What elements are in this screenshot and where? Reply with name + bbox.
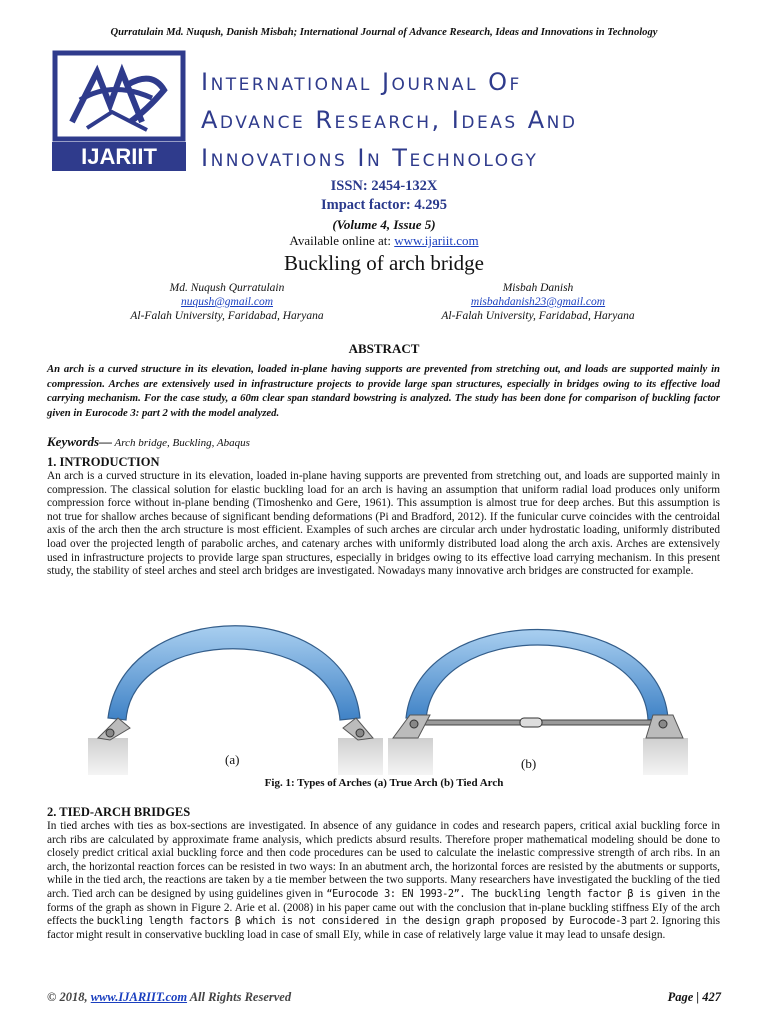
- section-1-text: An arch is a curved structure in its elevation, loaded in-plane having supports are prevented from stretching out, and loads are supported mainly in compression. The classical solution for elastic buckling load for an arch is having an assumption that uniform radial load produces only uniform compression force without in-plane bending (Timoshenko and Gere, 1961). This assumption is almost true for deep arches. But this assumption is not true for shallow arches because of significant bending deformations (Pi and Bradford, 2012). If the funicular curve coincides with the centroidal axis of the arch then the arch structure is most efficient. Examples of such arches are circular arch under hydrostatic loading, uniformly distributed load over the projected length of parabolic arches, and catenary arches with uniformly distributed load along the arch axis. Arches are extensively used in infrastructure projects to provide large span structures, especially in bridges owing to its effective load carrying mechanism. In this present study, the stability of steel arches and steel arch bridges are investigated. Nowadays many innovative arch bridges are constructed for example.: [47, 470, 720, 578]
- page-number: Page | 427: [667, 990, 721, 1004]
- available-prefix: Available online at:: [289, 233, 395, 248]
- svg-text:IJARIIT: IJARIIT: [81, 144, 157, 169]
- copyright-prefix: © 2018,: [47, 990, 91, 1004]
- author-name: Misbah Danish: [502, 282, 574, 294]
- author-affiliation: Al-Falah University, Faridabad, Haryana: [441, 310, 635, 322]
- figure-1: [88, 610, 688, 775]
- section-2-text-b: the forms of the graph as shown in Figure 2. Arie et al. (2008) in his paper came out with the conclusion that in-plane buckling stiffness EIy of the arch effects the: [47, 887, 720, 928]
- issn: ISSN: 2454-132X: [330, 178, 438, 194]
- section-2-mono-2: buckling length factors β which is not considered in the design graph proposed by Eurocode-3: [96, 916, 627, 928]
- journal-title-line2: Advance Research, Ideas And: [201, 106, 578, 134]
- abstract-heading: ABSTRACT: [348, 341, 420, 356]
- footer-website-link[interactable]: www.IJARIIT.com: [90, 990, 188, 1004]
- tied-arch-diagram: [388, 630, 688, 776]
- section-2-text-c: part 2. Ignoring this factor might result in conservative buckling load in case of small EIy, while in case of relatively large value it may lead to unsafe design.: [47, 915, 720, 941]
- author-affiliation: Al-Falah University, Faridabad, Haryana: [130, 310, 324, 322]
- keywords: [47, 434, 250, 450]
- section-2-heading: 2. TIED-ARCH BRIDGES: [47, 805, 191, 819]
- available-online: [0, 233, 768, 249]
- journal-logo: [52, 50, 186, 171]
- volume-issue: (Volume 4, Issue 5): [332, 217, 436, 232]
- section-2-text-a: In tied arches with ties as box-sections are investigated. In absence of any guidance in codes and research papers, critical axial buckling force in arch ribs are calculated by approximate frame analysis, which predicts absurd results. Therefore proper mathematical modeling should be done to closely predict critical axial buckling force and then code procedures can be used to calculate the inelastic compressive strength of arch ribs. In an arch, the horizontal reaction forces can be resisted in two ways: In an abutment arch, the horizontal forces are resisted by the abutments or supports, while in the tied arch, the reactions are taken by a tie member between the two supports. Many researchers have investigated the buckling of the tied arch. Tied arch can be designed by using guidelines given in: [47, 820, 720, 900]
- author-email-link[interactable]: nuqush@gmail.com: [180, 296, 274, 308]
- copyright-suffix: All Rights Reserved: [187, 990, 292, 1004]
- author-1: [77, 281, 377, 323]
- section-2-text: [47, 820, 720, 942]
- figure-caption-prefix: Fig. 1: [264, 777, 291, 789]
- running-head: Qurratulain Md. Nuqush, Danish Misbah; International Journal of Advance Research, Ideas and Innovations in Technology: [110, 27, 658, 38]
- figure-label-b: (b): [521, 756, 537, 771]
- section-2-mono-1: “Eurocode 3: EN 1993-2”. The buckling length factor β is given in: [326, 888, 704, 900]
- keywords-label: Keywords—: [47, 434, 112, 449]
- author-2: [388, 281, 688, 323]
- journal-website-link[interactable]: www.ijariit.com: [394, 233, 479, 248]
- author-email-link[interactable]: misbahdanish23@gmail.com: [470, 296, 606, 308]
- author-name: Md. Nuqush Qurratulain: [169, 282, 285, 294]
- figure-caption: [0, 777, 768, 789]
- impact-factor: Impact factor: 4.295: [320, 197, 448, 213]
- figure-label-a: (a): [225, 752, 240, 767]
- paper-title: Buckling of arch bridge: [283, 251, 485, 275]
- abstract-text: An arch is a curved structure in its elevation, loaded in-plane having supports are prevented from stretching out, and loads are supported mainly in compression. Arches are extensively used in infrastructure projects to provide large span structures, especially in bridges owing to its effective load carrying mechanism. For the case study, a 60m clear span standard bowstring is analyzed. The study has been done for comparison of buckling factor given in Eurocode 3: part 2 with the model analyzed.: [47, 363, 720, 419]
- journal-title-line1: International Journal Of: [201, 68, 522, 96]
- figure-caption-text: : Types of Arches (a) True Arch (b) Tied Arch: [290, 777, 504, 789]
- footer-copyright: [47, 990, 291, 1005]
- section-1-heading: 1. INTRODUCTION: [47, 455, 160, 469]
- keywords-value: Arch bridge, Buckling, Abaqus: [112, 437, 250, 449]
- journal-title-line3: Innovations In Technology: [201, 144, 539, 172]
